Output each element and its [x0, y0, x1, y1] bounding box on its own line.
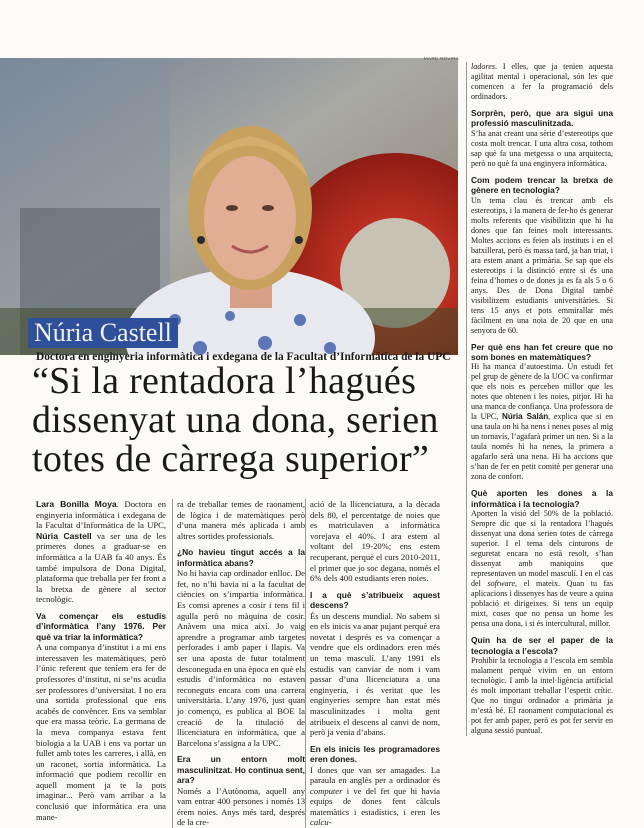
- answer: ra de treballar temes de raonament, de lògica i de matemàtiques però d’una manera més aplicada i amb altres sortides professionals.: [177, 499, 305, 541]
- answer: I dones que van ser amagades. La paraula en anglès per a ordinador és computer i ve del fet que hi havia equips de dones fent càlculs matemàtics i estadístics, i eren les calcu-: [310, 765, 440, 828]
- highlight-name: Núria Castell: [36, 531, 92, 541]
- interviewee-name: Núria Castell: [34, 318, 172, 347]
- column-2: [172, 499, 305, 828]
- portrait-illustration: [0, 58, 458, 355]
- question: Quin ha de ser el paper de la tecnologia a l’escola?: [471, 635, 613, 656]
- answer: És un descens mundial. No sabem si en els inicis va anar pujant perquè era novetat i després es va començar a vendre que els ordinadors eren més un tema masculí. L’any 1991 els estudis van canviar de nom i vam passar d’una llicenciatura a una enginyeria, i és veritat que les enginyeries sempre han estat més masculinitzades i molta gent atribueix el descens al canvi de nom, però ja venia d’abans.: [310, 611, 440, 738]
- question: Sorprèn, però, que ara sigui una professió masculinitzada.: [471, 108, 613, 129]
- answer: Prohibir la tecnologia a l’escola em sembla malament perquè vivim en un entorn tecnològic. I amb la intel·ligència artificial és molt important treballar l’esperit crític. Que no tingui ordinador a primària ja m’està bé. El raonament computacional es pot fer amb paper, però es pot fer servir en alguna sessió puntual.: [471, 656, 613, 736]
- question: Era un entorn molt masculinitzat. Ho continua sent, ara?: [177, 754, 305, 785]
- answer: Hi ha manca d’autoestima. Un estudi fet pel grup de gènere de la UOC va confirmar que els nois es perceben millor que les notes que obtenen i les noies, pitjor. Hi ha una manca de confiança. Una professora de la UPC, Núria Salán, explica que si en una taula on hi ha nens i nenes poses al mig un tornavís, l’agafarà primer un nen. Si a la taula només hi ha nenes, la primera a agafarlo serà una nena. Hi ha accions que s’han de fer en petit comitè per generar una zona de confort.: [471, 362, 613, 482]
- headline-line: totes de càrrega superior”: [32, 440, 632, 479]
- column-1: [36, 499, 166, 822]
- intro-paragraph: Lara Bonilla Moya. Doctora en enginyeria informàtica i exdegana de la Facultat d’Informàtica de la UPC, Núria Castell va ser una de les primeres dones a graduar-se en informàtica a la UAB fa 40 anys. És també impulsora de Dona Digital, plataforma que treballa per fer front a la bretxa de gènere al sector tecnològic.: [36, 499, 166, 605]
- answer: No hi havia cap ordinador enlloc. De fet, no n’hi havia ni a la facultat de ciències on s’impartia informàtica. Es comsi aprenes a cosir i tens fil i agulla però no màquina de cosir. Anàvem una mica així. Jo vaig aprendre a programar amb targetes perforades i amb paper i llapis. Va ser una aposta de futur totalment desconeguda en una època en què els estudis d’informàtica no estaven reconeguts encara com una carrera universitària. L’any 1976, just quan jo començo, es publica al BOE la creació de la titulació de llicenciatura en informàtica, que a Barcelona s’assigna a la UPC.: [177, 568, 305, 748]
- headline-line: dissenyat una dona, serien: [32, 401, 632, 440]
- question: Com podem trencar la bretxa de gènere en tecnologia?: [471, 175, 613, 196]
- answer: ladores. I elles, que ja tenien aquesta agilitat mental i operacional, són les que comencen a fer la programació dels ordinadors.: [471, 62, 613, 102]
- question: ¿No havieu tingut accés a la informàtica abans?: [177, 547, 305, 568]
- headline-line: “Si la rentadora l’hagués: [32, 362, 632, 401]
- answer: Només a l’Autònoma, aquell any vam entrar 400 persones i només 13 érem noies. Anys més tard, després de la cre-: [177, 786, 305, 828]
- question: Va començar els estudis d’informàtica l’any 1976. Per què va triar la informàtica?: [36, 611, 166, 642]
- answer: S’ha anat creant una sèrie d’estereotips que costa molt trencar. I una altra cosa, tothom sap què fa una metgessa o una arquitecta, però no què fa una enginyera informàtica.: [471, 129, 613, 169]
- answer: Un tema clau és trencar amb els estereotips, i la manera de fer-ho és generar molts referents que visibilitzin que hi ha dones que fan feines molt interessants. Moltes accions es feien als instituts i en el batxillerat, però és massa tard, ja han triat, i ara estem anant a primària. Se sap que els estereotips i la distinció entre si és una feina d’homes o de dones ja es fa als 5 o 6 anys. Des de Dona Digital també visibilitzem estudiants universitàries. Si tens 15 anys et pots emmirallar més fàcilment en una noia de 20 que en una senyora de 60.: [471, 196, 613, 336]
- column-3: [305, 499, 440, 828]
- byline: Lara Bonilla Moya: [36, 499, 117, 509]
- answer: ació de la llicenciatura, a la dècada dels 80, el percentatge de noies que es matriculaven a informàtica vorejava el 40%. I ara estem al voltant del 19-20%; ens estem recuperant, perquè el curs 2010-2011, el primer que jo soc degana, només el 6% dels 400 estudiants eren noies.: [310, 499, 440, 584]
- subtitle: Doctora en enginyeria informàtica i exdegana de la Facultat d’Informàtica de la UPC: [36, 351, 636, 363]
- question: Què aporten les dones a la informàtica i la tecnologia?: [471, 488, 613, 509]
- name-plate: [28, 318, 178, 348]
- question: I a què s’atribueix aquest descens?: [310, 590, 440, 611]
- photo-credit: MARC ROVIRA: [424, 56, 459, 61]
- highlight-name: Núria Salán: [502, 412, 548, 421]
- answer: Aporten la visió del 50% de la població. Sempre dic que si la rentadora l’hagués dissenyat una dona serien totes de càrrega superior. I el tema dels cinturons de seguretat encara no està resolt, s’han dissenyat amb maniquins que representaven un model masculí. I en el cas del software, el mateix. Quan tu fas aplicacions i dissenyes has de veure a quina població et dirigeixes. Si tens un equip mixt, coses que no pensa un home les pensa una dona, i si és intercultural, millor.: [471, 509, 613, 629]
- portrait-photo: [0, 58, 458, 355]
- column-4: [466, 62, 613, 736]
- question: En els inicis les programadores eren dones.: [310, 744, 440, 765]
- question: Per què ens han fet creure que no som bones en matemàtiques?: [471, 342, 613, 363]
- answer: A una companya d’institut i a mi ens interessaven les matemàtiques, però l’únic referent que teníem era fer de professores d’institut, ni se’ns acudia ser professores d’universitat. I no era una sortida professional que ens acabés de convèncer. Ens va semblar que era massa teòric. La germana de la meva companya estava fent biologia a la UAB i ens va portar un fullet amb totes les carreres, i allà, en un raconet, sortia informàtica. La informació que podiem recollir en aquell moment ja te la pots imaginar... Però vam arribar a la conclusió que informàtica era una mane-: [36, 642, 166, 822]
